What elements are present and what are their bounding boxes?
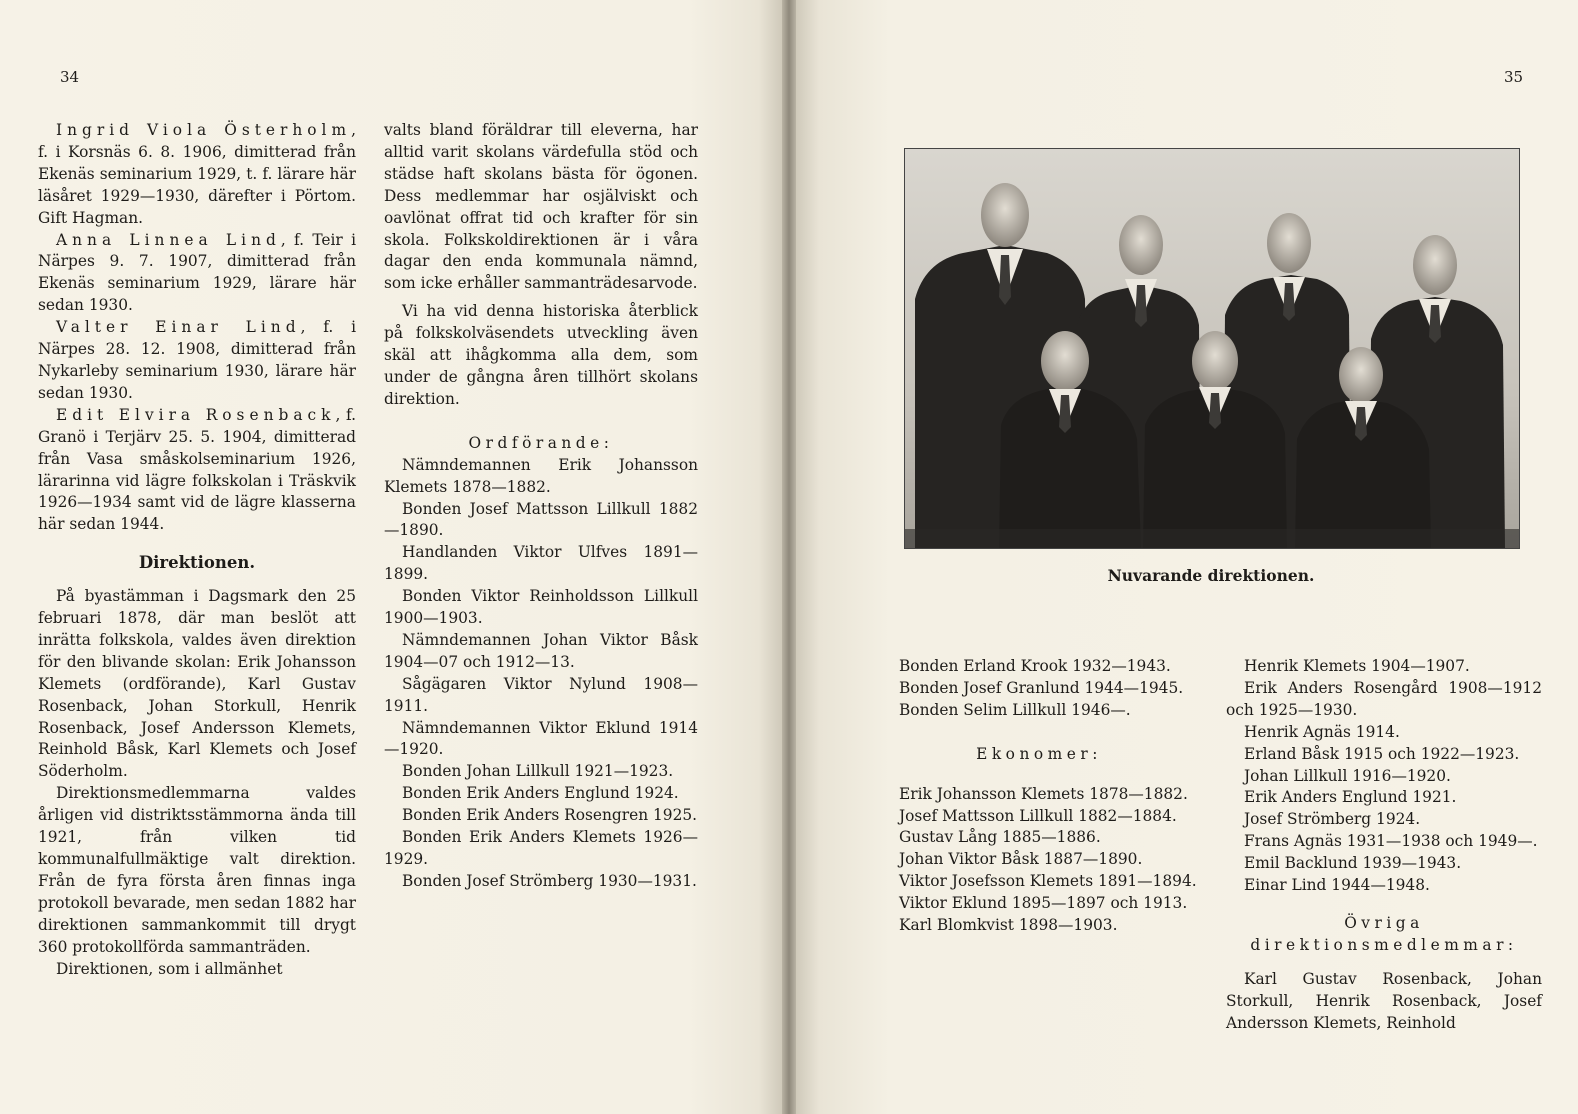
subheading-ordforande: Ordförande: <box>468 433 614 452</box>
list-item: Bonden Erik Anders Rosengren 1925. <box>402 806 698 825</box>
list-item: Bonden Josef Granlund 1944—1945. <box>899 678 1184 697</box>
page-number: 35 <box>1504 68 1524 86</box>
list-item: Sågägaren Viktor Nylund 1908—1911. <box>384 674 698 715</box>
list-item: Nämndemannen Viktor Eklund 1914—1920. <box>384 718 698 759</box>
list-item: Bonden Selim Lillkull 1946—. <box>899 700 1131 719</box>
list-item: Erik Johansson Klemets 1878—1882. <box>899 784 1188 803</box>
list-item: Nämndemannen Erik Johansson Klemets 1878—1882. <box>384 455 698 496</box>
right-column-1 <box>881 656 1197 937</box>
teacher-text: , f. i Närpes 28. 12. 1908, dimitterad från Nykarleby seminarium 1930, lärare här sedan 1930. <box>38 318 357 402</box>
paragraph: Direktionen, som i allmänhet <box>56 959 283 978</box>
list-item: Emil Backlund 1939—1943. <box>1244 854 1462 873</box>
page-number: 34 <box>60 68 80 86</box>
list-item: Karl Blomkvist 1898—1903. <box>899 916 1118 935</box>
teacher-name: Ingrid Viola Österholm <box>56 121 352 139</box>
paragraph: På byastämman i Dagsmark den 25 februari 1878, där man beslöt att inrätta folkskola, valdes även direktion för den blivande skolan: Erik Johansson Klemets (ordförande), Karl Gustav Rosenback, Johan Storkull, Henrik Rosenback, Josef Andersson Klemets, Reinhold Båsk, Karl Klemets och Josef Söderholm. <box>38 587 356 781</box>
paragraph: valts bland föräldrar till eleverna, har alltid varit skolans värdefulla stöd och städse haft skolans bästa för ögonen. Dess medlemmar har osjälviskt och oavlönat offrat tid och krafter för sin skola. Folkskoldirektionen är i våra dagar den enda kommunala nämnd, som icke erhåller sammanträdesarvode. <box>384 121 698 293</box>
book-gutter <box>782 0 796 1114</box>
teacher-name: Edit Elvira Rosenback <box>56 405 336 424</box>
list-item: Bonden Viktor Reinholdsson Lillkull 1900—1903. <box>384 587 698 628</box>
list-item: Johan Viktor Båsk 1887—1890. <box>899 850 1143 869</box>
list-item: Viktor Eklund 1895—1897 och 1913. <box>899 894 1188 913</box>
paragraph: Karl Gustav Rosenback, Johan Storkull, Henrik Rosenback, Josef Andersson Klemets, Reinhold <box>1226 969 1542 1032</box>
list-item: Josef Strömberg 1924. <box>1244 810 1421 829</box>
list-item: Viktor Josefsson Klemets 1891—1894. <box>899 872 1197 891</box>
list-item: Handlanden Viktor Ulfves 1891—1899. <box>384 543 698 584</box>
teacher-text: , f. Teir i Närpes 9. 7. 1907, dimitterad från Ekenäs seminarium 1929, lärare här sedan 1930. <box>38 230 356 315</box>
list-item: Bonden Erland Krook 1932—1943. <box>899 657 1171 675</box>
list-item: Gustav Lång 1885—1886. <box>899 828 1101 847</box>
left-page <box>0 0 782 1114</box>
right-column-2 <box>1226 656 1542 1035</box>
list-item: Einar Lind 1944—1948. <box>1244 876 1430 895</box>
subheading-ovriga: Övriga direktionsmedlemmar: <box>1250 913 1518 954</box>
teacher-text: , f. i Korsnäs 6. 8. 1906, dimitterad från Ekenäs seminarium 1929, t. f. lärare här läsåret 1929—1930, därefter i Pörtom. Gift Hagman. <box>38 121 356 227</box>
list-item: Nämndemannen Johan Viktor Båsk 1904—07 och 1912—13. <box>384 630 698 671</box>
list-item: Bonden Josef Mattsson Lillkull 1882—1890. <box>384 499 698 540</box>
photo-caption: Nuvarande direktionen. <box>1107 566 1315 585</box>
left-column-1 <box>38 120 356 980</box>
paragraph: Direktionsmedlemmarna valdes årligen vid distriktsstämmorna ända till 1921, från vilken tid kommunalfullmäktige valt direktion. Från de fyra första åren finnas inga protokoll bevarade, men sedan 1882 har direktionen sammankommit till drygt 360 protokollförda sammanträden. <box>38 784 356 956</box>
teacher-text: , f. Granö i Terjärv 25. 5. 1904, dimitterad från Vasa småskolseminarium 1926, lärarinna vid lägre folkskolan i Träskvik 1926—1934 samt vid de lägre klasserna här sedan 1944. <box>38 405 356 534</box>
list-item: Bonden Erik Anders Englund 1924. <box>402 784 679 803</box>
list-item: Johan Lillkull 1916—1920. <box>1244 766 1451 785</box>
left-column-2 <box>384 120 698 893</box>
list-item: Frans Agnäs 1931—1938 och 1949—. <box>1244 832 1538 851</box>
list-item: Erland Båsk 1915 och 1922—1923. <box>1244 744 1520 763</box>
list-item: Erik Anders Englund 1921. <box>1244 788 1457 807</box>
list-item: Henrik Klemets 1904—1907. <box>1244 657 1470 675</box>
list-item: Erik Anders Rosengård 1908—1912 och 1925—1930. <box>1226 678 1542 719</box>
photo-image <box>905 149 1519 548</box>
teacher-name: Anna Linnea Lind <box>56 230 281 249</box>
list-item: Bonden Josef Strömberg 1930—1931. <box>402 871 697 890</box>
list-item: Bonden Johan Lillkull 1921—1923. <box>402 762 674 781</box>
paragraph: Vi ha vid denna historiska återblick på folkskolväsendets utveckling även skäl att ihågkomma alla dem, som under de gångna åren tillhört skolans direktion. <box>384 302 698 408</box>
list-item: Henrik Agnäs 1914. <box>1244 722 1400 741</box>
subheading-ekonomer: Ekonomer: <box>976 744 1102 763</box>
group-photograph <box>904 148 1520 549</box>
list-item: Josef Mattsson Lillkull 1882—1884. <box>899 806 1177 825</box>
list-item: Bonden Erik Anders Klemets 1926—1929. <box>384 828 698 868</box>
section-heading: Direktionen. <box>138 553 256 573</box>
teacher-name: Valter Einar Lind <box>56 318 301 337</box>
